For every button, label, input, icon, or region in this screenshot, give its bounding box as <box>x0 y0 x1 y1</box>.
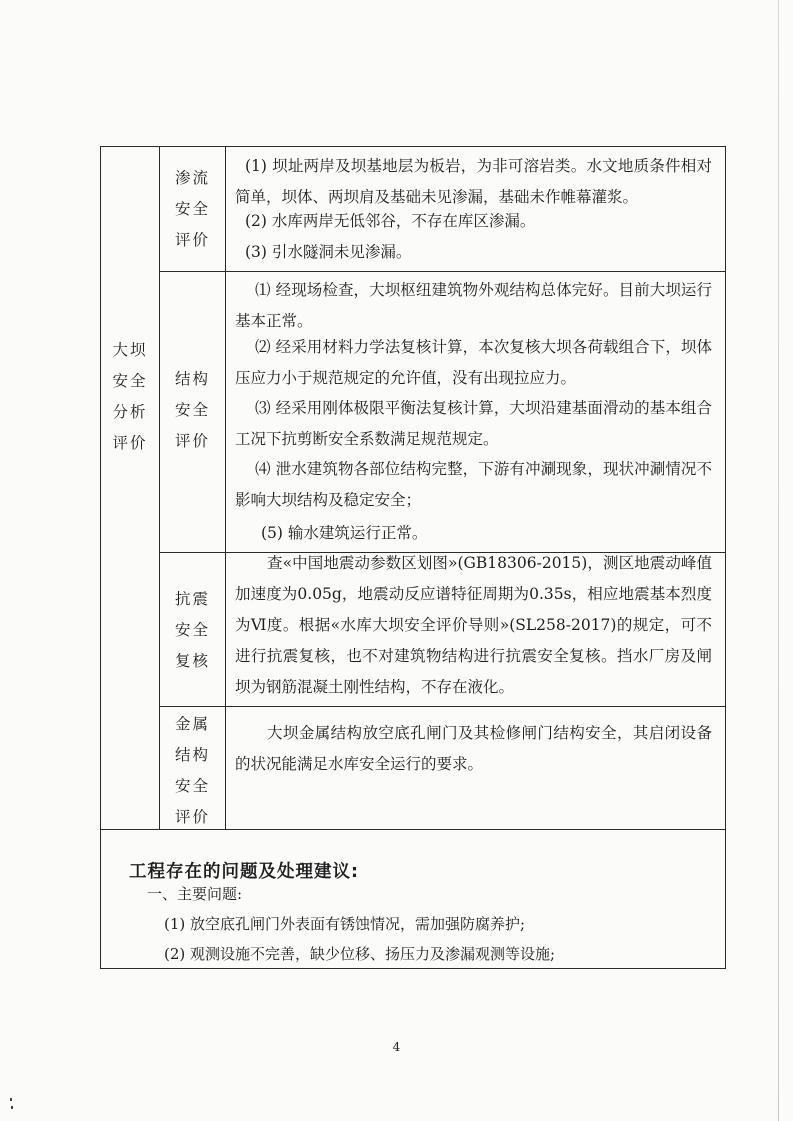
row-label-line: 金属 <box>174 715 210 733</box>
row-divider-1 <box>159 271 726 272</box>
issue-item: (1) 放空底孔闸门外表面有锈蚀情况，需加强防腐养护; <box>164 915 526 933</box>
scan-speck <box>10 1098 12 1101</box>
section-label-line: 安全 <box>112 372 148 390</box>
scan-speck <box>11 1106 13 1109</box>
row-label-line: 安全 <box>174 621 210 639</box>
row-label-line: 安全 <box>174 200 210 218</box>
section-label-line: 大坝 <box>112 341 148 359</box>
row-label-line: 评价 <box>174 808 210 826</box>
structure-paragraph-2: ⑵ 经采用材料力学法复核计算，本次复核大坝各荷载组合下，坝体压应力小于规范规定的允许值，没有出现拉应力。 <box>235 338 712 387</box>
row-label-line: 评价 <box>174 432 210 450</box>
row-label-line: 安全 <box>174 401 210 419</box>
row-label-line: 渗流 <box>174 169 210 187</box>
seismic-paragraph: 查«中国地震动参数区划图»(GB18306-2015)，测区地震动峰值加速度为0.05g，地震动反应谱特征周期为0.35s，相应地震基本烈度为Ⅵ度。根据«水库大坝安全评价导则»(SL258-2017)的规定，可不进行抗震复核，也不对建筑物结构进行抗震安全复核。挡水厂房及闸坝为钢筋混凝土刚性结构，不存在液化。 <box>235 554 712 696</box>
section-label-line: 分析 <box>112 403 148 421</box>
row-label-line: 安全 <box>174 777 210 795</box>
row-divider-3 <box>159 706 726 707</box>
row-label-metal <box>160 709 225 833</box>
row-label-structure <box>160 364 225 457</box>
structure-paragraph-5: (5) 输水建筑运行正常。 <box>261 524 428 542</box>
row-label-line: 抗震 <box>174 590 210 608</box>
structure-paragraph-3: ⑶ 经采用刚体极限平衡法复核计算，大坝沿建基面滑动的基本组合工况下抗剪断安全系数满足规范规定。 <box>235 399 712 448</box>
seepage-paragraph-2: (2) 水库两岸无低邻谷，不存在库区渗漏。 <box>245 212 536 230</box>
column-divider-2 <box>225 147 226 829</box>
row-label-line: 复核 <box>174 652 210 670</box>
seepage-paragraph-3: (3) 引水隧洞未见渗漏。 <box>245 243 412 261</box>
issues-heading: 一、主要问题: <box>147 885 243 903</box>
row-label-line: 结构 <box>174 370 210 388</box>
issue-item: (2) 观测设施不完善，缺少位移、扬压力及渗漏观测等设施; <box>164 945 556 963</box>
page-number: 4 <box>392 1040 401 1054</box>
row-label-line: 评价 <box>174 231 210 249</box>
row-label-seismic <box>160 584 225 677</box>
safety-evaluation-table <box>100 146 726 969</box>
section-label <box>101 335 159 459</box>
structure-paragraph-1: ⑴ 经现场检查，大坝枢纽建筑物外观结构总体完好。目前大坝运行基本正常。 <box>235 281 712 330</box>
page-edge <box>778 0 779 1121</box>
metal-paragraph: 大坝金属结构放空底孔闸门及其检修闸门结构安全，其启闭设备的状况能满足水库安全运行的要求。 <box>235 724 712 773</box>
structure-paragraph-4: ⑷ 泄水建筑物各部位结构完整，下游有冲涮现象，现状冲涮情况不影响大坝结构及稳定安全； <box>235 460 712 509</box>
section-label-line: 评价 <box>112 434 148 452</box>
row-label-seepage <box>160 163 225 256</box>
issues-title: 工程存在的问题及处理建议: <box>129 862 359 882</box>
row-label-line: 结构 <box>174 746 210 764</box>
seepage-paragraph-1: (1) 坝址两岸及坝基地层为板岩，为非可溶岩类。水文地质条件相对简单，坝体、两坝肩及基础未见渗漏，基础未作帷幕灌浆。 <box>235 157 712 206</box>
